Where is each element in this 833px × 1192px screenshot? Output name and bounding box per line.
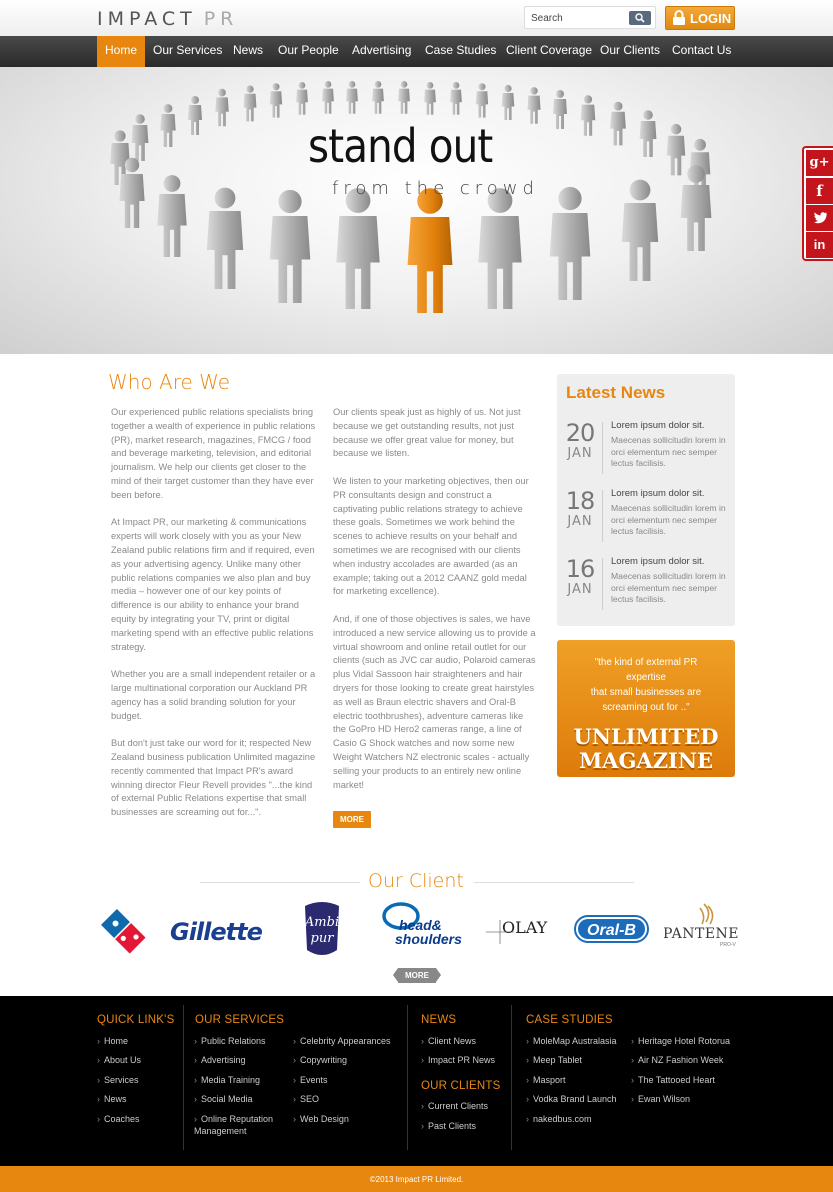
site-logo[interactable] [97,8,238,30]
logo-accent-text: PR [203,8,239,30]
who-column-2 [333,406,538,806]
hero-banner [0,67,833,354]
nav-item-our-clients[interactable]: Our Clients [600,43,661,57]
who-paragraph: Our clients speak just as highly of us. Not just because we get outstanding results, not just because we offer great value for money, but because we listen. [333,407,521,459]
footer-link[interactable]: › Heritage Hotel Rotorua [631,1035,730,1047]
nav-item-news[interactable]: News [233,43,264,57]
footer-link[interactable]: › Coaches [97,1113,140,1125]
nav-item-our-people[interactable]: Our People [278,43,339,57]
twitter-icon[interactable] [806,205,833,231]
footer-link[interactable]: › Copywriting [293,1054,347,1066]
gillette-logo[interactable] [170,900,274,964]
clients-more-button[interactable]: MORE [398,968,436,983]
search-button[interactable] [629,11,651,25]
quick-links-heading: QUICK LINK'S [97,1014,175,1026]
footer-separator [183,1005,184,1150]
nav-item-client-coverage[interactable]: Client Coverage [506,43,593,57]
login-button[interactable] [665,6,735,30]
google-plus-icon[interactable]: g+ [806,150,833,176]
footer-link[interactable]: › Masport [526,1074,566,1086]
promo-quote-line: that small businesses are [590,687,702,698]
promo-quote-line: screaming out for .." [602,702,690,713]
nav-item-home[interactable]: Home [97,36,145,67]
footer-link[interactable]: › Advertising [194,1054,246,1066]
news-headline: Lorem ipsum dolor sit. [611,420,705,431]
news-day: 20 [565,419,595,447]
social-bar [802,146,833,261]
olay-logo[interactable] [484,900,554,964]
footer-link[interactable]: › Social Media [194,1093,253,1105]
footer-link[interactable]: › MoleMap Australasia [526,1035,617,1047]
footer-link[interactable]: › Ewan Wilson [631,1093,690,1105]
footer-link[interactable]: › Online Reputation Management [194,1113,284,1137]
svg-text:OLAY: OLAY [502,918,548,937]
news-item[interactable] [557,420,735,482]
svg-text:head&: head& [399,917,442,933]
hero-title: stand out [308,119,493,173]
news-day: 16 [565,555,595,583]
client-divider-left [200,882,360,883]
news-month: JAN [567,582,593,597]
facebook-icon[interactable]: f [806,178,833,204]
who-more-button[interactable]: MORE [333,811,371,828]
news-item[interactable] [557,488,735,550]
hero-subtitle: from the crowd [332,178,539,199]
news-month: JAN [567,514,593,529]
promo-quote-line: expertise [626,672,666,683]
head-shoulders-logo[interactable] [381,900,471,964]
our-services-heading: OUR SERVICES [195,1014,285,1026]
footer-link[interactable]: › Services [97,1074,139,1086]
news-divider [602,490,603,542]
news-day: 18 [565,487,595,515]
news-divider [602,558,603,610]
news-divider [602,422,603,474]
svg-text:PRO-V: PRO-V [720,942,736,948]
news-item[interactable] [557,556,735,618]
who-paragraph: We listen to your marketing objectives, then our PR consultants design and construct a captivating public relations strategy to achieve these goals. Sometimes we work behind the scenes to achieve results on your behalf and sometimes we are recognised with our clients when industry accolades are awarded (as an example; taking out a 2012 CAANZ gold medal for marketing excellence). [333,475,529,597]
nav-item-case-studies[interactable]: Case Studies [425,43,497,57]
case-studies-heading: CASE STUDIES [526,1014,613,1026]
footer-link[interactable]: › The Tattooed Heart [631,1074,715,1086]
main-nav [0,36,833,67]
promo-quote [567,655,725,715]
pantene-logo[interactable] [664,900,738,964]
footer-link[interactable]: › Past Clients [421,1120,476,1132]
nav-item-contact-us[interactable]: Contact Us [672,43,732,57]
ambi-pur-logo[interactable] [299,900,345,964]
who-paragraph: At Impact PR, our marketing & communications experts will work closely with you as your New Zealand public relations firm and if required, even as your advertising agency. Unlike many other public relations companies we also plan and buy media – however one of our key points of difference is our ability to enhance your brand equity by integrating your TV, print or digital marketing spend with an effective public relations strategy. [111,517,315,652]
footer-link[interactable]: › SEO [293,1093,319,1105]
news-month: JAN [567,446,593,461]
news-heading: NEWS [421,1014,457,1026]
footer-link[interactable]: › Impact PR News [421,1054,495,1066]
nav-item-advertising[interactable]: Advertising [352,43,412,57]
promo-brand-line-2: MAGAZINE [578,748,714,773]
who-paragraph: Whether you are a small independent retailer or a large multinational corporation our Auckland PR agency has a solid branding solution for your budget. [111,669,316,721]
who-paragraph: And, if one of those objectives is sales, we have introduced a new service allowing us to provide a virtual showroom and online retail outlet for our clients (such as JVC car audio, Polaroid cameras plus Vidal Sassoon hair straighteners and hair dryers for those looking to create great hairstyles as well as Braun electric shavers and Oral-B electric toothbrushes), adventure cameras like the GoPro HD Hero2 cameras range, a line of Casio G Shock watches and now some new Weight Watchers NZ electronic scales - actually selling your products to an entirely new online market! [333,613,536,790]
login-label: LOGIN [690,11,732,26]
svg-text:pur: pur [310,931,334,946]
search-input[interactable] [531,10,627,26]
news-headline: Lorem ipsum dolor sit. [611,488,705,499]
who-heading: Who Are We [108,370,231,394]
footer-link[interactable]: › News [97,1093,127,1105]
latest-news-panel [557,374,735,626]
latest-news-title: Latest News [566,383,666,402]
footer-link[interactable]: › Client News [421,1035,476,1047]
svg-text:Ambi: Ambi [304,915,340,930]
footer-link[interactable]: › nakedbus.com [526,1113,592,1125]
logo-main-text: IMPACT [97,8,197,30]
footer-link[interactable]: › Home [97,1035,128,1047]
linkedin-icon[interactable]: in [806,232,833,258]
who-column-1 [111,406,316,834]
magazine-promo[interactable] [557,640,735,777]
gillette-logo-text: Gillette [170,918,262,946]
search-box [524,6,656,29]
client-heading: Our Client [368,870,464,892]
nav-item-our-services[interactable]: Our Services [153,43,223,57]
our-clients-heading: OUR CLIENTS [421,1080,501,1092]
svg-text:PANTENE: PANTENE [664,926,738,942]
news-body: Maecenas sollicitudin lorem in orci elementum nec semper lectus facilisis. [611,571,726,604]
footer-link[interactable]: › Public Relations [194,1035,266,1047]
svg-text:Oral-B: Oral-B [587,922,636,939]
footer-link[interactable]: › Current Clients [421,1100,488,1112]
who-paragraph: Our experienced public relations specialists bring together a wealth of experience in public relations (PR), market research, magazines, FMCG / food and beverage marketing, television, and editorial journalism. We help our clients get closer to the mind of their target customer than they have ever been before. [111,407,316,500]
footer-link[interactable]: › Media Training [194,1074,260,1086]
svg-text:shoulders: shoulders [395,931,462,947]
footer-link[interactable]: › Events [293,1074,328,1086]
footer-link[interactable]: › Vodka Brand Launch [526,1093,617,1105]
footer-link[interactable]: › Meep Tablet [526,1054,582,1066]
search-icon [635,13,645,23]
footer-link[interactable]: › Web Design [293,1113,349,1125]
footer-separator [511,1005,512,1150]
copyright-text: ©2013 Impact PR Limited. [369,1175,464,1184]
news-body: Maecenas sollicitudin lorem in orci elementum nec semper lectus facilisis. [611,435,726,468]
footer-link[interactable]: › About Us [97,1054,141,1066]
client-divider-right [474,882,634,883]
footer-link[interactable]: › Celebrity Appearances [293,1035,391,1047]
dominos-logo[interactable] [98,900,150,964]
header [0,0,833,36]
crowd-illustration [0,67,833,354]
news-body: Maecenas sollicitudin lorem in orci elementum nec semper lectus facilisis. [611,503,726,536]
oral-b-logo[interactable] [574,900,650,964]
news-headline: Lorem ipsum dolor sit. [611,556,705,567]
footer-separator [407,1005,408,1150]
promo-brand-line-1: UNLIMITED [573,724,719,749]
promo-quote-line: "the kind of external PR [594,657,698,668]
who-paragraph: But don't just take our word for it; respected New Zealand business publication Unlimited magazine recently commented that Impact PR's award winning director Fleur Revell provides "...the kind of external Public Relations expertise that small businesses are screaming out for...". [111,738,316,818]
lock-icon [672,10,686,26]
footer-link[interactable]: › Air NZ Fashion Week [631,1054,723,1066]
